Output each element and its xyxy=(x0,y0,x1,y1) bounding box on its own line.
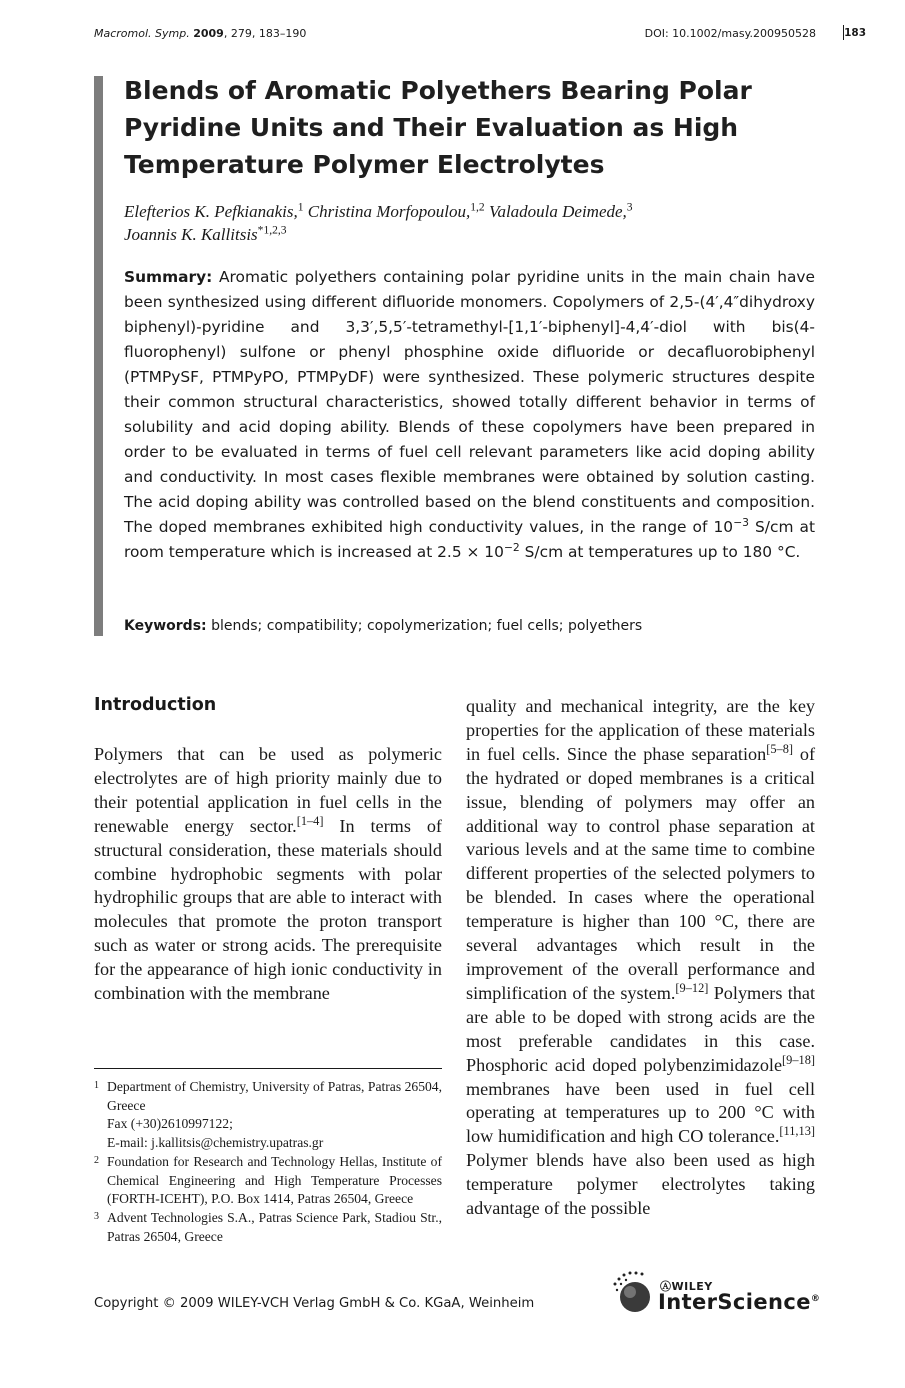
author-name: Valadoula Deimede, xyxy=(488,202,627,221)
author-name: Christina Morfopoulou, xyxy=(307,202,471,221)
interscience-wordmark: InterScience® xyxy=(658,1290,821,1314)
footnote-item: 3 Advent Technologies S.A., Patras Science Park, Stadiou Str., Patras 26504, Greece xyxy=(94,1209,442,1244)
citation-ref[interactable]: [9–12] xyxy=(675,981,709,996)
footnote-item: 2 Foundation for Research and Technology Hellas, Institute of Chemical Engineering and High Temperature Processes (FORTH-ICEHT), P.O. Box 1414, Patras 26504, Greece xyxy=(94,1153,442,1207)
author-affiliation: 1,2 xyxy=(470,200,485,214)
doi: DOI: 10.1002/masy.200950528 xyxy=(644,27,816,40)
author-list xyxy=(124,200,824,246)
citation-ref[interactable]: [1–4] xyxy=(296,813,324,828)
email-link[interactable]: E-mail: j.kallitsis@chemistry.upatras.gr xyxy=(107,1135,324,1151)
keywords xyxy=(124,615,815,637)
keywords-label: Keywords: xyxy=(124,618,207,634)
running-head xyxy=(94,27,866,43)
citation-ref[interactable]: [5–8] xyxy=(766,742,793,757)
author-name: Elefterios K. Pefkianakis, xyxy=(124,202,298,221)
citation-ref[interactable]: [11,13] xyxy=(779,1124,815,1139)
author-affiliation: 3 xyxy=(626,200,633,214)
copyright-notice: Copyright © 2009 WILEY-VCH Verlag GmbH & Co. KGaA, Weinheim xyxy=(94,1296,535,1311)
keywords-text: blends; compatibility; copolymerization; fuel cells; polyethers xyxy=(211,618,643,634)
author-affiliation: 1 xyxy=(297,200,304,214)
abstract-summary: Summary: Aromatic polyethers containing polar pyridine units in the main chain have been synthesized using different difluoride monomers. Copolymers of 2,5-(4′,4″dihydroxy biphenyl)-pyridine and 3,3′,5,5′-tetramethyl-[1,1′-biphenyl]-4,4′-diol with bis(4-fluorophenyl) sulfone or phenyl phosphine oxide difluoride or decafluorobiphenyl (PTMPySF, PTMPyPO, PTMPyDF) were synthesized. These polymeric structures despite their common structural characteristics, showed totally different behavior in terms of solubility and acid doping ability. Blends of these copolymers have been prepared in order to be evaluated in terms of fuel cell relevant parameters like acid doping ability and conductivity. In most cases flexible membranes were obtained by solution casting. The acid doping ability was controlled based on the blend constituents and composition. The doped membranes exhibited high conductivity values, in the range of $10^{-3}$ S/cm at room temperature which is increased at $2.5 \times 10^{-2}$ S/cm at temperatures up to 180 °C. xyxy=(124,268,815,561)
wiley-interscience-logo xyxy=(612,1270,821,1318)
intro-paragraph-left: Polymers that can be used as polymeric electrolytes are of high priority mainly due to their potential application in fuel cells in the renewable energy sector.[1–4] In terms of structural consideration, these materials should combine hydrophobic segments with polar hydrophilic groups that are able to interact with molecules that promote the proton transport such as water or strong acids. The prerequisite for the appearance of high ionic conductivity in combination with the membrane xyxy=(94,744,442,1004)
globe-icon xyxy=(612,1270,658,1318)
footnote-divider xyxy=(94,1068,442,1069)
article-title: Blends of Aromatic Polyethers Bearing Polar Pyridine Units and Their Evaluation as High Temperature Polymer Electrolytes xyxy=(124,76,752,179)
citation-ref[interactable]: [9–18] xyxy=(782,1052,815,1067)
journal-citation: Macromol. Symp. 2009, 279, 183–190 xyxy=(94,27,307,40)
wiley-wordmark: ⒶWILEY xyxy=(660,1280,713,1293)
abstract-side-bar xyxy=(94,76,103,636)
intro-paragraph-right: quality and mechanical integrity, are the key properties for the application of these materials in fuel cells. Since the phase separation[5–8] of the hydrated or doped membranes is a critical issue, blending of polymers may offer an additional way to control phase separation at various levels and at the same time to combine different properties of the selected polymers to be blended. In cases where the operational temperature is higher than 100 °C, there are several advantages which result in the improvement of the overall performance and simplification of the system.[9–12] Polymers that are able to be doped with strong acids are the most preferable candidates in this case. Phosphoric acid doped polybenzimidazole[9–18] membranes have been used in fuel cell operating at temperatures up to 200 °C with low humidification and high CO tolerance.[11,13] Polymer blends have also been used as high temperature polymer electrolytes taking advantage of the possible xyxy=(466,696,816,1219)
footnote-item: 1 Department of Chemistry, University of Patras, Patras 26504, Greece Fax (+30)2610997122; E-mail: j.kallitsis@chemistry.upatras.gr xyxy=(94,1079,442,1151)
summary-label: Summary: xyxy=(124,268,213,286)
author-name: Joannis K. Kallitsis xyxy=(124,225,258,244)
page-number: 183 xyxy=(844,27,866,39)
footnotes xyxy=(94,1078,442,1246)
section-heading-introduction: Introduction xyxy=(94,695,217,715)
author-affiliation: *1,2,3 xyxy=(257,223,287,237)
